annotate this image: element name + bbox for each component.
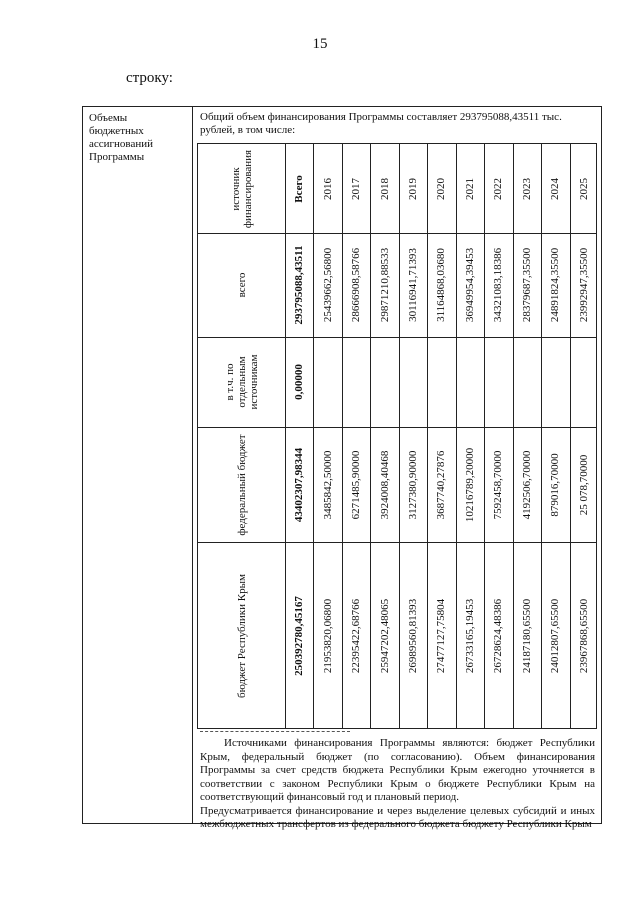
cell-total [342, 233, 370, 337]
cell-total-text: 31164868,03680 [435, 248, 448, 322]
cell-federal-text: 4192506,70000 [520, 450, 533, 519]
cell-other-text: 0,00000 [293, 364, 306, 400]
header-federal-text: федеральный бюджет [235, 433, 248, 536]
separator-dashes [200, 731, 350, 732]
cell-crimea-text: 25947202,48065 [378, 598, 391, 674]
cell-label [513, 144, 541, 233]
cell-crimea [370, 542, 398, 730]
note-paragraph: Источниками финансирования Программы являются: бюджет Республики Крым, федеральный бюджет (по согласованию). Объем финансирования Программы за счет средств бюджета Республики Крым ежегодно уточняется в соответствии с законом Республики Крым о бюджете Республики Крым на соответствующий финансовый год и плановый период. [200, 737, 595, 803]
header-other-text: в т.ч. по отдельным источникам [223, 354, 260, 410]
cell-federal [541, 427, 569, 542]
row-label-cell [83, 107, 193, 823]
cell-label [370, 144, 398, 233]
cell-total [541, 233, 569, 337]
cell-total-text: 24891824,35500 [549, 247, 562, 323]
cell-crimea [570, 542, 598, 730]
cell-crimea [313, 542, 341, 730]
cell-other [313, 337, 341, 427]
page-number: 15 [312, 36, 328, 52]
header-crimea-text: бюджет Республики Крым [235, 574, 248, 698]
cell-crimea [484, 542, 512, 730]
funding-table [197, 143, 597, 729]
cell-federal [513, 427, 541, 542]
cell-other [427, 337, 455, 427]
cell-crimea-text: 23967868,65500 [577, 598, 590, 674]
cell-label-text: 2018 [378, 177, 391, 200]
cell-total-text: 36949954,39453 [463, 247, 476, 323]
header-crimea [198, 542, 285, 730]
row-label-line: Программы [89, 151, 145, 163]
cell-label [541, 144, 569, 233]
cell-federal-text: 879016,70000 [549, 452, 562, 517]
cell-federal-text: 3687740,27876 [435, 450, 448, 519]
cell-federal-text: 10216789,20000 [463, 447, 476, 522]
cell-crimea [285, 542, 313, 730]
cell-label [399, 144, 427, 233]
cell-federal [370, 427, 398, 542]
cell-crimea [399, 542, 427, 730]
cell-label [342, 144, 370, 233]
cell-crimea-text: 26989560,81393 [407, 598, 420, 674]
cell-crimea-text: 26733165,19453 [463, 598, 476, 674]
cell-federal-text: 6271485,90000 [350, 450, 363, 519]
cell-total [513, 233, 541, 337]
cell-label-text: 2025 [577, 177, 590, 200]
cell-label [570, 144, 598, 233]
cell-label [285, 144, 313, 233]
header-federal [198, 427, 285, 542]
cell-other [399, 337, 427, 427]
cell-federal [399, 427, 427, 542]
cell-federal-text: 25 078,70000 [577, 454, 590, 515]
cell-other [484, 337, 512, 427]
cell-crimea-text: 22395422,68766 [350, 598, 363, 674]
cell-total-text: 293795088,43511 [293, 245, 306, 325]
cell-federal [427, 427, 455, 542]
cell-crimea [456, 542, 484, 730]
program-passport-row [82, 106, 602, 830]
funding-notes [200, 737, 595, 832]
cell-total [370, 233, 398, 337]
cell-federal-text: 3485842,50000 [321, 450, 334, 519]
cell-label-text: 2021 [463, 177, 476, 200]
cell-federal-text: 3924008,40468 [378, 450, 391, 519]
cell-label [427, 144, 455, 233]
cell-other [513, 337, 541, 427]
cell-federal [342, 427, 370, 542]
cell-crimea-text: 24187180,65500 [520, 598, 533, 674]
cell-crimea-text: 24012807,65500 [549, 598, 562, 674]
cell-federal [456, 427, 484, 542]
cell-crimea [342, 542, 370, 730]
cell-label-text: 2019 [407, 177, 420, 200]
cell-other [342, 337, 370, 427]
cell-total [570, 233, 598, 337]
cell-label [313, 144, 341, 233]
cell-crimea [541, 542, 569, 730]
cell-label-text: 2022 [492, 177, 505, 200]
cell-total-text: 23992947,35500 [577, 247, 590, 323]
cell-total [427, 233, 455, 337]
cell-other [285, 337, 313, 427]
cell-label-text: 2023 [520, 177, 533, 200]
cell-other [370, 337, 398, 427]
lead-word: строку: [126, 70, 173, 86]
header-total-text: всего [235, 272, 248, 298]
cell-crimea [513, 542, 541, 730]
cell-total [285, 233, 313, 337]
cell-crimea-text: 27477127,75804 [435, 598, 448, 674]
row-label-line: бюджетных [89, 125, 144, 137]
cell-total [484, 233, 512, 337]
row-label-line: ассигнований [89, 138, 154, 150]
cell-other [456, 337, 484, 427]
header-total [198, 233, 285, 337]
cell-total-text: 29871210,88533 [378, 247, 391, 323]
cell-label-text: 2017 [350, 177, 363, 200]
cell-label [456, 144, 484, 233]
cell-total [399, 233, 427, 337]
cell-other [570, 337, 598, 427]
cell-total-text: 30116941,71393 [407, 248, 420, 322]
cell-label-text: 2024 [549, 177, 562, 200]
cell-total-text: 25439662,56800 [321, 247, 334, 323]
cell-total-text: 28666908,58766 [350, 247, 363, 323]
cell-federal-text: 3127380,90000 [407, 450, 420, 519]
cell-crimea-text: 26728624,48386 [492, 598, 505, 674]
funding-intro: Общий объем финансирования Программы составляет 293795088,43511 тыс. рублей, в том числе: [200, 111, 562, 136]
cell-label-text: 2016 [321, 177, 334, 200]
cell-total-text: 28379687,35500 [520, 247, 533, 323]
cell-federal [285, 427, 313, 542]
row-label [83, 107, 192, 164]
cell-crimea-text: 250392780,45167 [293, 596, 306, 676]
cell-federal [570, 427, 598, 542]
header-source-text: источник финансирования [229, 149, 254, 228]
cell-label [484, 144, 512, 233]
cell-federal [484, 427, 512, 542]
cell-total-text: 34321083,18386 [492, 247, 505, 323]
header-source [198, 144, 285, 233]
cell-crimea [427, 542, 455, 730]
cell-other [541, 337, 569, 427]
header-other [198, 337, 285, 427]
note-paragraph: Предусматривается финансирование и через выделение целевых субсидий и иных межбюджетных трансфертов из федерального бюджета бюджету Республики Крым [200, 804, 595, 830]
cell-label-text: Всего [293, 174, 306, 203]
cell-total [456, 233, 484, 337]
row-label-line: Объемы [89, 112, 128, 124]
cell-label-text: 2020 [435, 177, 448, 200]
cell-crimea-text: 21953820,06800 [321, 598, 334, 674]
cell-federal [313, 427, 341, 542]
cell-federal-text: 7592458,70000 [492, 450, 505, 519]
cell-federal-text: 43402307,98344 [293, 447, 306, 522]
cell-total [313, 233, 341, 337]
